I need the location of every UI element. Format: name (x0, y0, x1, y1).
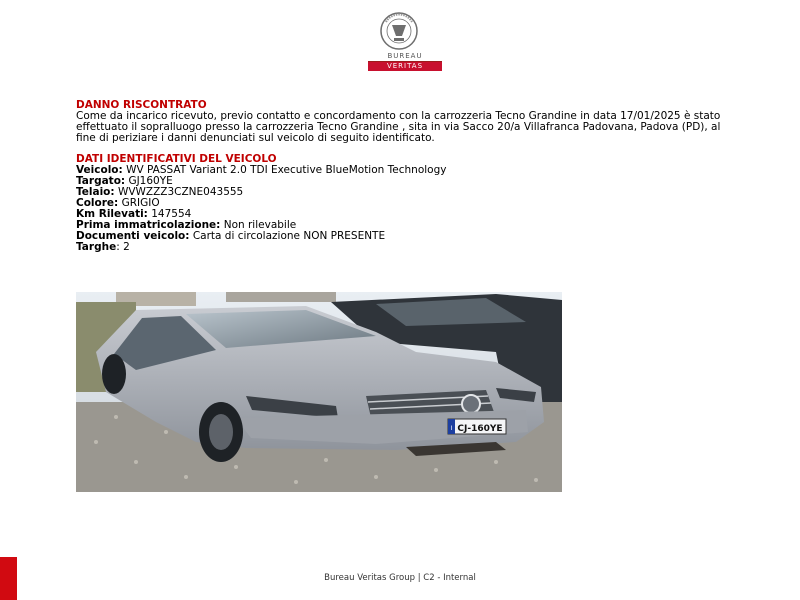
field-label: Km Rilevati: (76, 208, 148, 220)
field-targhe (76, 242, 736, 253)
field-telaio (76, 187, 736, 198)
logo-bureau-text: BUREAU (368, 52, 442, 62)
field-value: Carta di circolazione NON PRESENTE (192, 230, 386, 242)
plate-country: I (450, 425, 453, 432)
field-label: Veicolo: (76, 164, 123, 176)
field-label: Targato: (76, 175, 126, 187)
field-label: Documenti veicolo: (76, 230, 190, 242)
field-value: GRIGIO (121, 197, 160, 209)
bureau-veritas-seal-icon (380, 12, 418, 50)
footer-text: Bureau Veritas Group | C2 - Internal (324, 573, 476, 583)
field-value: WV PASSAT Variant 2.0 TDI Executive BlueMotion Technology (126, 164, 447, 176)
field-value: 147554 (151, 208, 192, 220)
danno-text: Come da incarico ricevuto, previo contatto e concordamento con la carrozzeria Tecno Grandine in data 17/01/2025 è stato effettuato il sopralluogo presso la carrozzeria Tecno Grandine , sita in via Sacco 20/a Villafranca Padovana, Padova (PD), al fine di periziare i danni denunciati sul veicolo di seguito identificato. (76, 110, 721, 144)
field-veicolo (76, 165, 736, 176)
field-label: Prima immatricolazione: (76, 219, 221, 231)
field-label: Targhe (76, 241, 117, 253)
logo-veritas-text: VERITAS (368, 62, 442, 71)
report-content (76, 100, 736, 253)
field-label: Telaio: (76, 186, 115, 198)
plate-text: CJ-160YE (457, 424, 503, 434)
car-image (76, 292, 562, 492)
bureau-veritas-logo (368, 12, 446, 68)
field-value: GJ160YE (128, 175, 173, 187)
field-value: Non rilevabile (223, 219, 297, 231)
field-value: WVWZZZ3CZNE043555 (117, 186, 244, 198)
vehicle-photo (76, 292, 562, 492)
field-label: Colore: (76, 197, 119, 209)
veicolo-fields (76, 165, 736, 253)
danno-title: DANNO RISCONTRATO (76, 99, 207, 111)
field-value: : 2 (116, 241, 130, 253)
veicolo-title: DATI IDENTIFICATIVI DEL VEICOLO (76, 153, 277, 165)
field-documenti (76, 231, 736, 242)
